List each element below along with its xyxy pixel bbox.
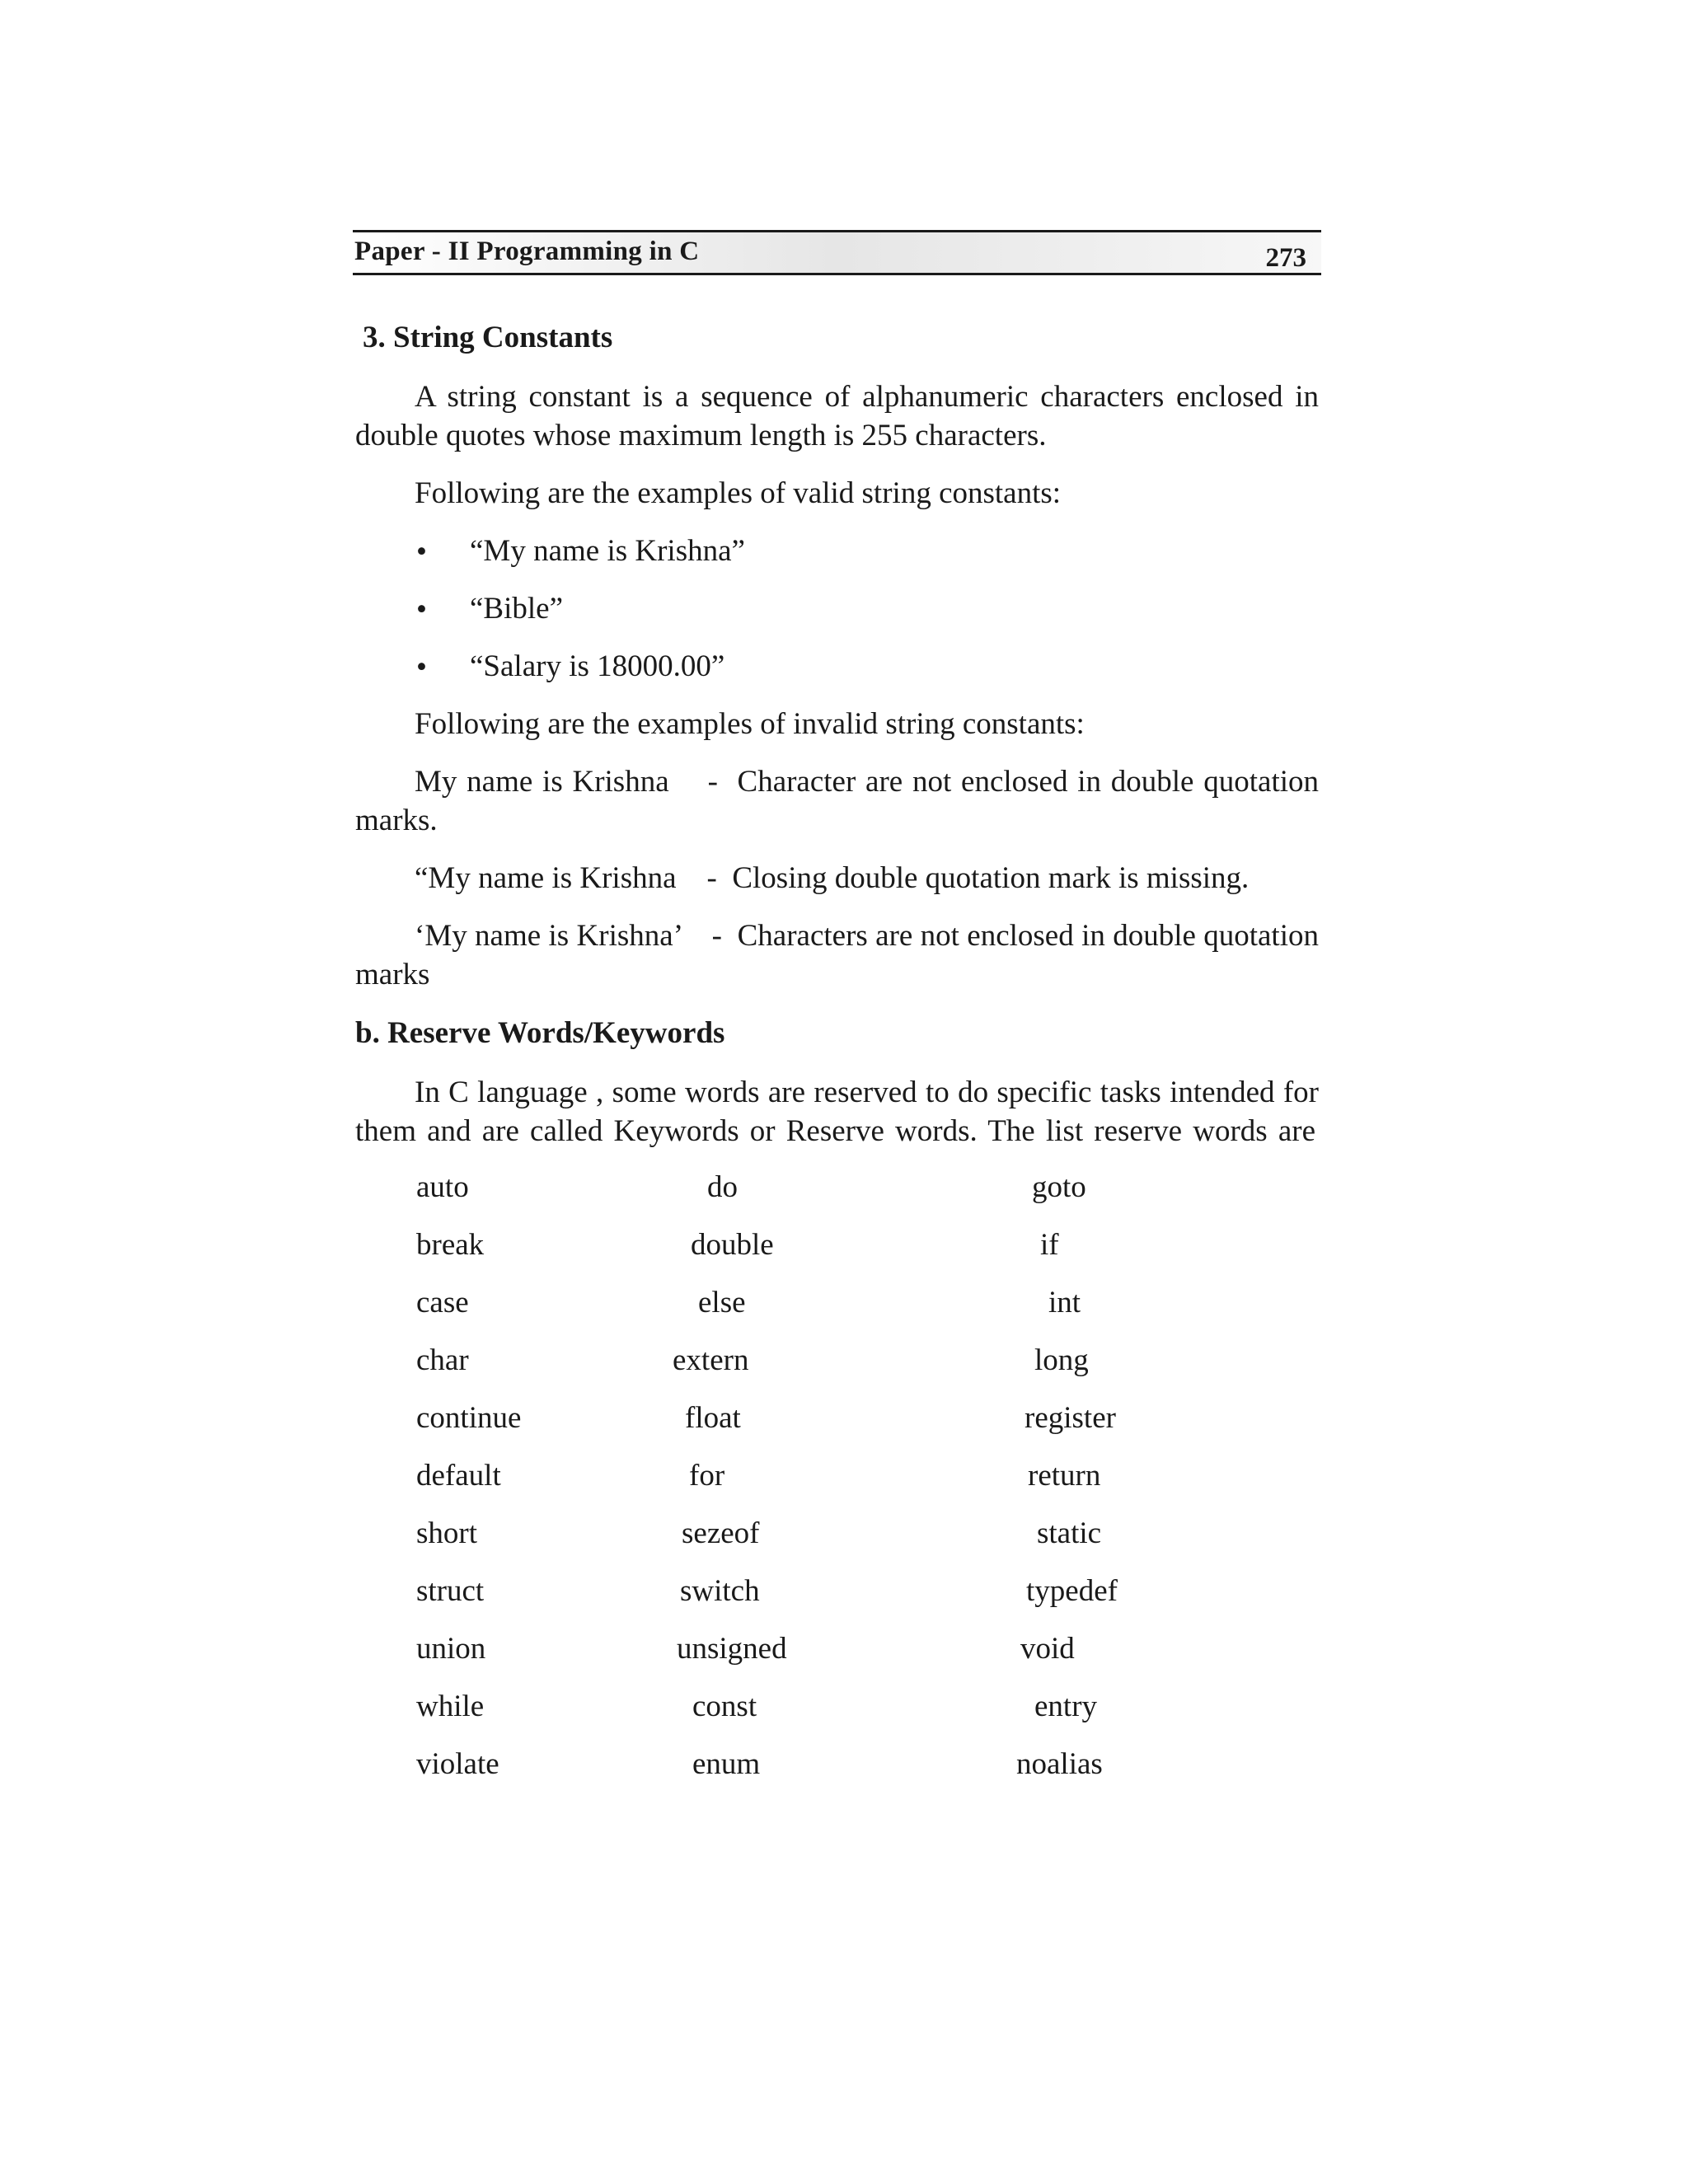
keyword-cell: enum (692, 1747, 761, 1781)
keyword-cell: entry (1034, 1690, 1098, 1723)
paragraph-line: double quotes whose maximum length is 255 characters. (355, 419, 1047, 452)
keyword-cell: violate (416, 1747, 499, 1781)
keyword-cell: unsigned (677, 1632, 787, 1666)
paragraph-line: A string constant is a sequence of alphanumeric characters enclosed in (415, 380, 1319, 414)
bullet-icon: • (416, 593, 427, 626)
keyword-cell: double (691, 1228, 774, 1262)
invalid-example-line: My name is Krishna - Character are not enclosed in double quotation (415, 765, 1319, 799)
keyword-cell: if (1040, 1228, 1059, 1262)
running-header (353, 230, 1321, 275)
invalid-example-line: ‘My name is Krishna’ - Characters are not enclosed in double quotation (415, 919, 1319, 953)
keyword-cell: default (416, 1459, 501, 1493)
keyword-cell: return (1028, 1459, 1101, 1493)
section-heading-string-constants: 3. String Constants (363, 321, 613, 354)
keyword-cell: static (1037, 1516, 1102, 1550)
keyword-cell: else (698, 1286, 746, 1319)
keyword-cell: switch (680, 1574, 760, 1608)
list-item: “My name is Krishna” (470, 534, 745, 568)
keyword-cell: for (689, 1459, 725, 1493)
invalid-example-continuation: marks. (355, 804, 438, 837)
keyword-cell: noalias (1016, 1747, 1103, 1781)
keyword-cell: struct (416, 1574, 485, 1608)
keyword-cell: goto (1032, 1170, 1086, 1204)
keyword-cell: while (416, 1690, 485, 1723)
keyword-cell: char (416, 1343, 469, 1377)
paragraph-line: them and are called Keywords or Reserve words. The list reserve words are (355, 1114, 1315, 1148)
invalid-example-continuation: marks (355, 958, 430, 991)
keyword-cell: typedef (1026, 1574, 1118, 1608)
keyword-cell: break (416, 1228, 485, 1262)
keyword-cell: short (416, 1516, 477, 1550)
keyword-cell: register (1025, 1401, 1116, 1435)
keyword-cell: float (685, 1401, 741, 1435)
keyword-cell: long (1034, 1343, 1089, 1377)
keyword-cell: int (1048, 1286, 1081, 1319)
keyword-cell: void (1020, 1632, 1075, 1666)
list-item: “Salary is 18000.00” (470, 649, 725, 683)
valid-examples-lead: Following are the examples of valid string constants: (415, 476, 1062, 510)
paragraph-line: In C language , some words are reserved to do specific tasks intended for (415, 1076, 1319, 1109)
header-title: Paper - II Programming in C (354, 237, 700, 266)
list-item: “Bible” (470, 592, 564, 626)
keyword-cell: union (416, 1632, 486, 1666)
section-heading-keywords: b. Reserve Words/Keywords (355, 1016, 725, 1050)
page-number: 273 (1265, 243, 1306, 273)
keyword-cell: continue (416, 1401, 522, 1435)
keyword-cell: extern (673, 1343, 749, 1377)
invalid-example-line: “My name is Krishna - Closing double quotation mark is missing. (415, 861, 1250, 895)
keyword-cell: auto (416, 1170, 469, 1204)
keyword-cell: do (707, 1170, 738, 1204)
keyword-cell: sezeof (682, 1516, 760, 1550)
keyword-cell: case (416, 1286, 469, 1319)
bullet-icon: • (416, 535, 427, 569)
bullet-icon: • (416, 650, 427, 684)
keyword-cell: const (692, 1690, 757, 1723)
invalid-examples-lead: Following are the examples of invalid string constants: (415, 707, 1085, 741)
